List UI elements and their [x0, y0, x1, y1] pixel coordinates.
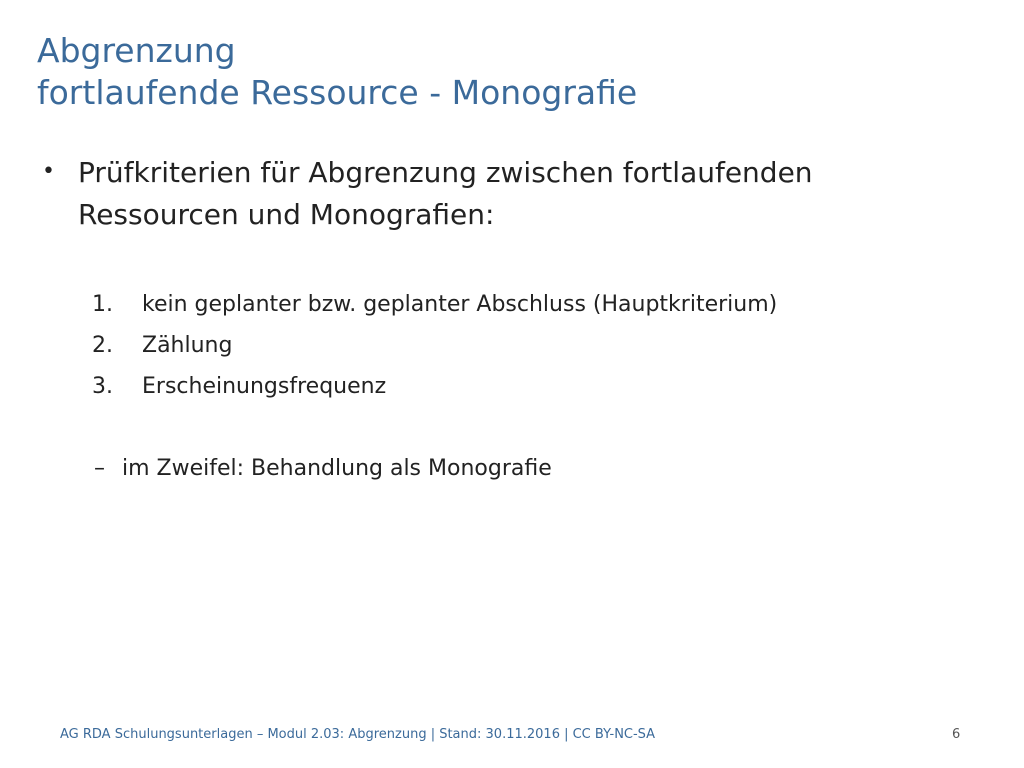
note-text: im Zweifel: Behandlung als Monografie: [122, 456, 552, 481]
slide-title-line-1: Abgrenzung: [37, 31, 236, 70]
criteria-list: [92, 287, 992, 410]
page-number: 6: [952, 727, 961, 742]
list-item-number: 1.: [92, 292, 113, 317]
bullet-icon: •: [42, 159, 55, 184]
list-item: [92, 287, 992, 328]
list-item-number: 2.: [92, 333, 113, 358]
main-bullet-line-1: Prüfkriterien für Abgrenzung zwischen fortlaufenden: [78, 156, 813, 189]
footer-text: AG RDA Schulungsunterlagen – Modul 2.03: Abgrenzung | Stand: 30.11.2016 | CC BY-NC-SA: [60, 727, 656, 742]
main-bullet-text: [78, 152, 998, 236]
dash-icon: –: [94, 456, 105, 481]
list-item: [92, 369, 992, 410]
list-item-text: Erscheinungsfrequenz: [142, 374, 387, 399]
note-item: [94, 451, 994, 487]
slide-title-line-2: fortlaufende Ressource - Monografie: [37, 73, 638, 112]
list-item-text: kein geplanter bzw. geplanter Abschluss (Hauptkriterium): [142, 292, 778, 317]
list-item-number: 3.: [92, 374, 113, 399]
slide-title: [37, 30, 987, 114]
list-item-text: Zählung: [142, 333, 233, 358]
main-bullet-line-2: Ressourcen und Monografien:: [78, 198, 495, 231]
list-item: [92, 328, 992, 369]
